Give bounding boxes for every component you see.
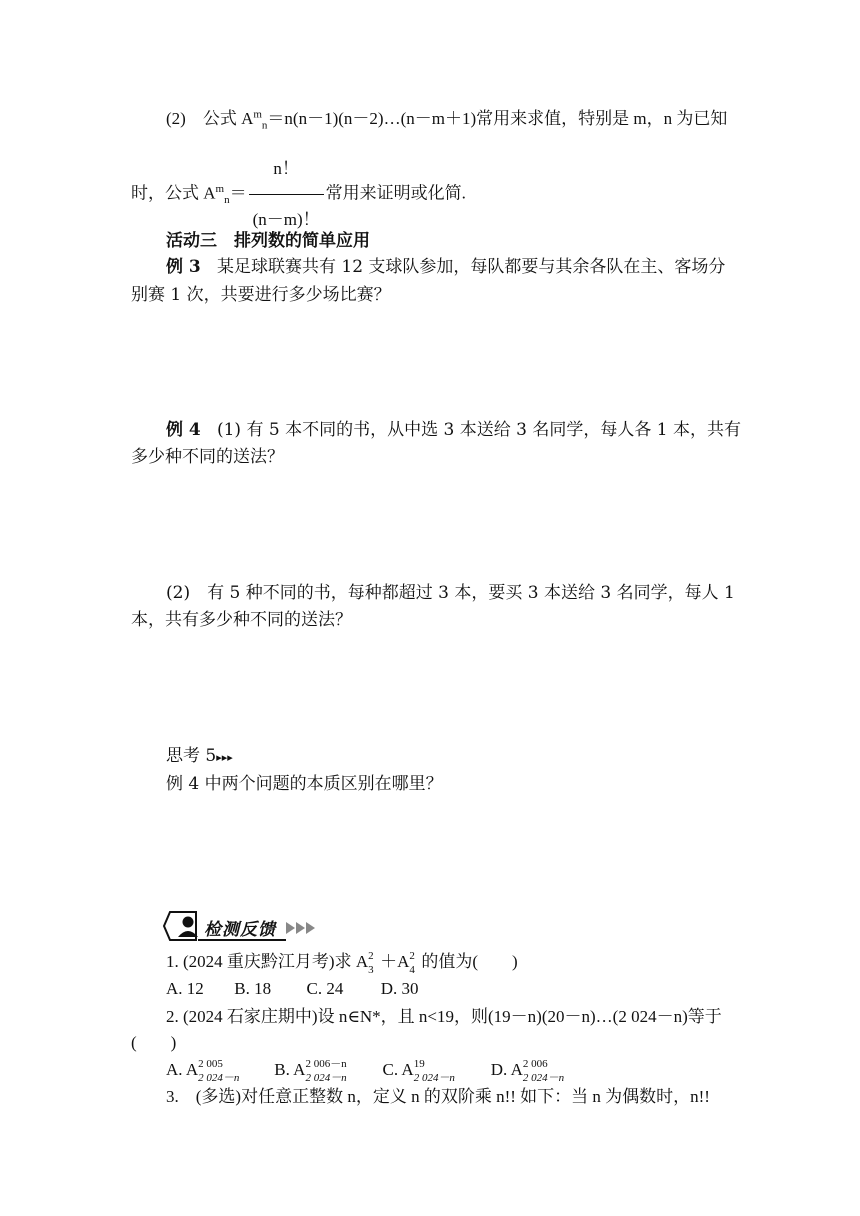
triple-arrow-icon: ▸▸▸ bbox=[216, 751, 233, 764]
q2-option-d-label: D. A bbox=[490, 1060, 523, 1079]
option-c[interactable]: C. 24 bbox=[306, 979, 344, 998]
question-1-stem bbox=[166, 950, 518, 976]
think-5-question: 例 4 中两个问题的本质区别在哪里？ bbox=[166, 774, 443, 794]
fraction-numerator: n！ bbox=[249, 146, 324, 195]
question-2-paren: ( ) bbox=[131, 1033, 177, 1052]
a1-sup: 2 bbox=[368, 950, 374, 962]
a1-scripts bbox=[368, 950, 380, 976]
formula-line-2: 时，公式 $A^m_n=$ $\frac{n!}{(n-m)!}$ 常用来证明或化简. bbox=[131, 146, 466, 243]
sub-n-2: n bbox=[224, 193, 230, 206]
example-4-text: (1) 有 5 本不同的书，从中选 3 本送给 3 名同学，每人各 1 本，共有 bbox=[216, 420, 741, 440]
q2-option-d-sub: 2 024－n bbox=[522, 1072, 565, 1084]
example-3-line-2: 别赛 1 次，共要进行多少场比赛？ bbox=[131, 285, 391, 305]
option-b[interactable]: B. 18 bbox=[234, 979, 272, 998]
q2-option-b-sup: 2 006－n bbox=[305, 1058, 347, 1070]
q2-option-d-scripts bbox=[522, 1058, 565, 1084]
formula-text: ＝n(n－1)(n－2)…(n－m＋1)常用来求值，特别是 m，n 为已知 bbox=[267, 109, 728, 128]
formula-line-2-prefix: 时，公式 A bbox=[131, 183, 216, 203]
factorial-fraction bbox=[249, 146, 324, 243]
item-index: (2) bbox=[166, 109, 186, 128]
q2-option-a-sub: 2 024－n bbox=[198, 1072, 240, 1084]
q2-option-c[interactable] bbox=[382, 1058, 487, 1084]
q2-option-b[interactable] bbox=[274, 1058, 378, 1084]
feedback-banner bbox=[162, 908, 322, 944]
q2-option-c-scripts bbox=[413, 1058, 455, 1084]
question-3-stem: 3. (多选)对任意正整数 n，定义 n 的双阶乘 n!! 如下：当 n 为偶数时，n!! bbox=[166, 1087, 710, 1106]
q2-option-a-label: A. A bbox=[166, 1060, 199, 1079]
q2-option-a[interactable] bbox=[166, 1058, 270, 1084]
q2-option-a-scripts bbox=[198, 1058, 240, 1084]
chevron-icon-2 bbox=[296, 922, 305, 934]
sub-n: n bbox=[261, 119, 268, 132]
example-4-line-1 bbox=[166, 419, 741, 441]
fraction-denominator: (n－m)！ bbox=[252, 210, 320, 229]
q2-option-c-sub: 2 024－n bbox=[413, 1072, 455, 1084]
example-4-line-2: 多少种不同的送法？ bbox=[131, 447, 284, 467]
plus-a: ＋A bbox=[380, 952, 410, 971]
formula-line-1 bbox=[166, 108, 727, 130]
banner-title: 检测反馈 bbox=[204, 920, 276, 940]
question-2-stem: 2. (2024 石家庄期中)设 n∈N*，且 n<19，则(19－n)(20－n)…(2 024－n)等于 bbox=[166, 1007, 722, 1026]
think-5-label: 思考 5 bbox=[166, 746, 217, 766]
formula-prefix: 公式 A bbox=[202, 109, 254, 128]
q2-option-b-scripts bbox=[305, 1058, 347, 1084]
chevron-icon-1 bbox=[286, 922, 295, 934]
question-2-options bbox=[166, 1058, 565, 1084]
q2-option-b-sub: 2 024－n bbox=[305, 1072, 347, 1084]
sup-m-2: m bbox=[215, 182, 225, 195]
question-1-options bbox=[166, 978, 419, 1000]
example-3-line-1 bbox=[166, 256, 725, 278]
example-3-text: 某足球联赛共有 12 支球队参加，每队都要与其余各队在主、客场分 bbox=[216, 257, 726, 277]
q2-option-a-sup: 2 005 bbox=[198, 1058, 223, 1070]
think-5-title bbox=[166, 745, 233, 769]
option-d[interactable]: D. 30 bbox=[380, 979, 419, 998]
example-4-part-2-line-2: 本，共有多少种不同的送法？ bbox=[131, 610, 352, 630]
person-icon bbox=[174, 914, 200, 938]
option-a[interactable]: A. 12 bbox=[166, 979, 204, 998]
q2-option-b-label: B. A bbox=[274, 1060, 306, 1079]
section-heading: 活动三 排列数的简单应用 bbox=[166, 231, 370, 251]
q2-option-c-sup: 19 bbox=[413, 1058, 425, 1070]
example-4-part-2-line-1: (2) 有 5 种不同的书，每种都超过 3 本，要买 3 本送给 3 名同学，每人 1 bbox=[166, 583, 735, 603]
question-1-suffix: 的值为( ) bbox=[421, 952, 518, 971]
a2-sub: 4 bbox=[409, 964, 415, 976]
q2-option-d-sup: 2 006 bbox=[522, 1058, 548, 1070]
a2-sup: 2 bbox=[409, 950, 415, 962]
question-1-prefix: 1. (2024 重庆黔江月考)求 A bbox=[166, 952, 369, 971]
formula-line-2-suffix: 常用来证明或化简. bbox=[325, 183, 466, 203]
chevron-icon-3 bbox=[306, 922, 315, 934]
q2-option-d[interactable] bbox=[490, 1058, 565, 1084]
a2-scripts bbox=[409, 950, 421, 976]
a1-sub: 3 bbox=[368, 964, 374, 976]
example-3-label: 例 3 bbox=[166, 257, 201, 277]
sup-m: m bbox=[253, 108, 262, 121]
example-4-label: 例 4 bbox=[166, 420, 201, 440]
q2-option-c-label: C. A bbox=[382, 1060, 414, 1079]
